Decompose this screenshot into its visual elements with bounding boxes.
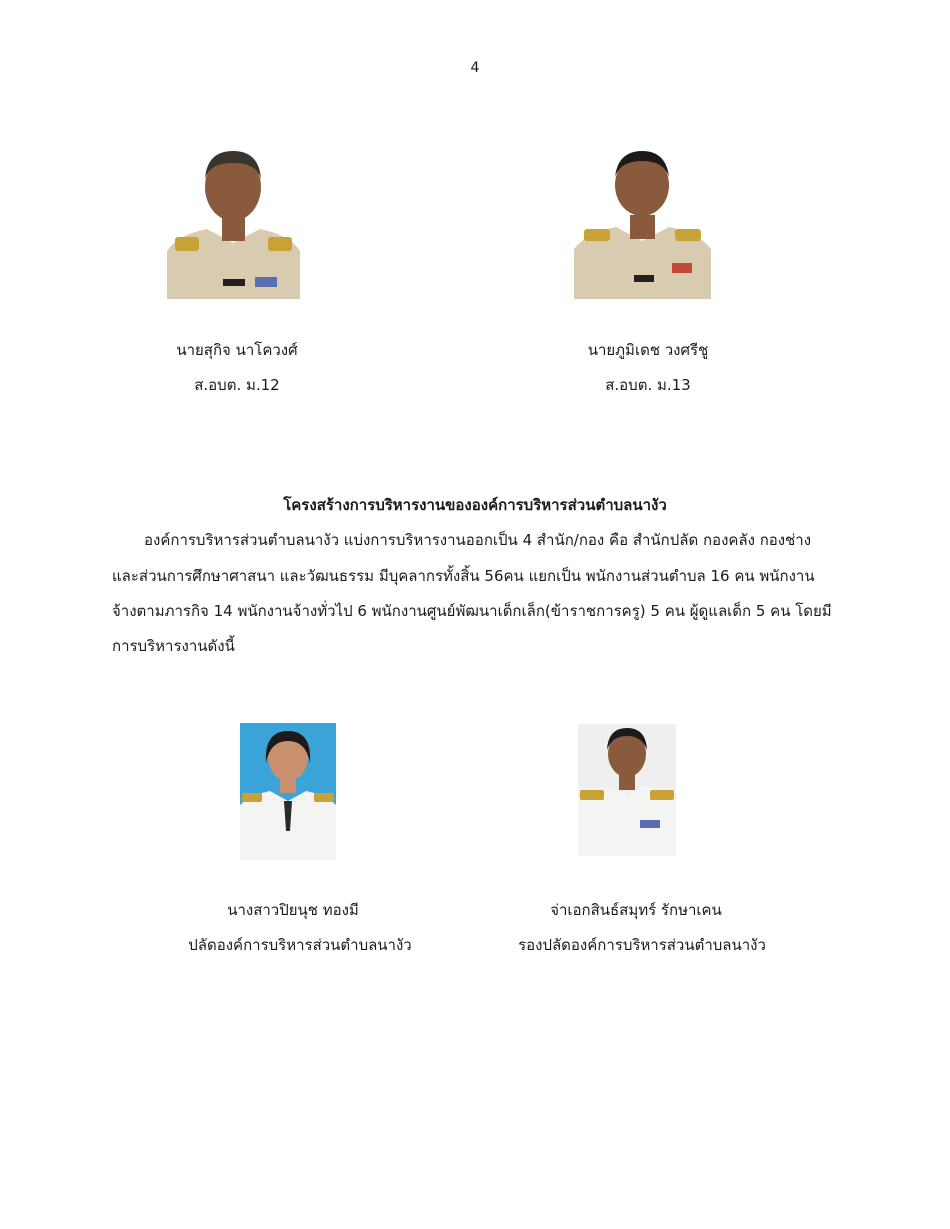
paragraph-line: และส่วนการศึกษาศาสนา และวัฒนธรรม มีบุคลากรทั้งสิ้น 56คน แยกเป็น พนักงานส่วนตำบล 16 คน พนักงาน [112, 567, 815, 585]
official-position: ปลัดองค์การบริหารส่วนตำบลนางัว [188, 936, 412, 954]
section-heading: โครงสร้างการบริหารงานขององค์การบริหารส่วนตำบลนางัว [283, 496, 667, 514]
official-position: รองปลัดองค์การบริหารส่วนตำบลนางัว [518, 936, 766, 954]
official-name: จ่าเอกสินธ์สมุทร์ รักษาเคน [550, 901, 722, 919]
member-photo [574, 147, 711, 299]
member-position: ส.อบต. ม.13 [605, 376, 691, 394]
member-name: นายภูมิเดช วงศรีชู [587, 341, 709, 359]
paragraph-line: การบริหารงานดังนี้ [112, 637, 235, 655]
member-photo [167, 143, 300, 299]
member-position: ส.อบต. ม.12 [194, 376, 280, 394]
official-name: นางสาวปิยนุช ทองมี [227, 901, 359, 919]
page-number: 4 [470, 60, 480, 76]
member-name: นายสุกิจ นาโควงศ์ [176, 341, 298, 359]
paragraph-line: องค์การบริหารส่วนตำบลนางัว แบ่งการบริหารงานออกเป็น 4 สำนัก/กอง คือ สำนักปลัด กองคลัง กองช่าง [144, 531, 812, 549]
official-photo [240, 723, 336, 860]
paragraph-line: จ้างตามภารกิจ 14 พนักงานจ้างทั่วไป 6 พนักงานศูนย์พัฒนาเด็กเล็ก(ข้าราชการครู) 5 คน ผู้ดูแลเด็ก 5 คน โดยมี [112, 602, 832, 620]
official-photo [578, 724, 676, 856]
